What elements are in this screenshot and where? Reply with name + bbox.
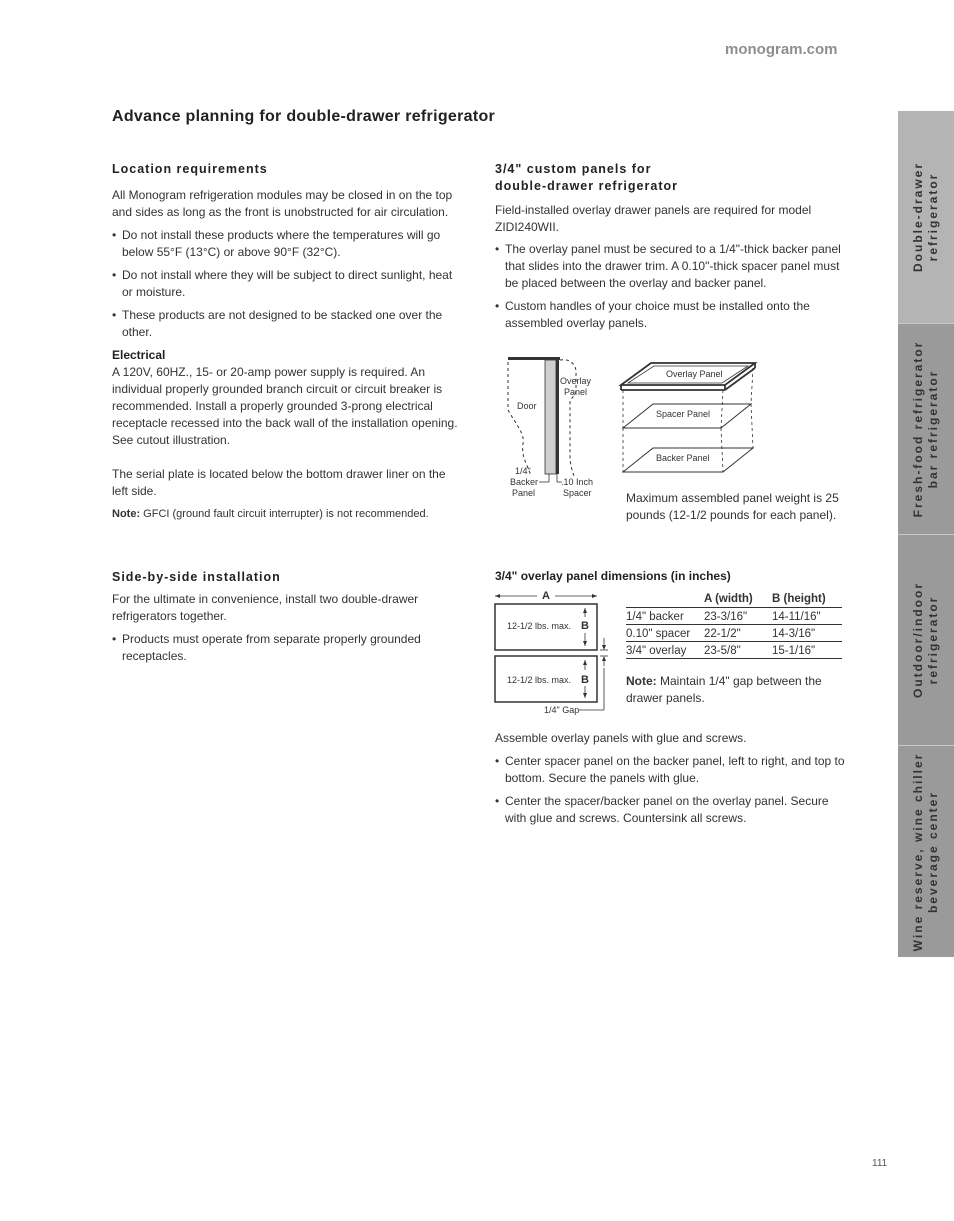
side-by-side-section (112, 569, 452, 671)
assembly-bullets (495, 753, 845, 827)
table-header-cell: A (width) (704, 591, 772, 608)
location-bullet: • Do not install these products where the temperatures will go below 55°F (13°C) or above 90°F (32°C). (112, 227, 462, 261)
page-number: 111 (872, 1158, 888, 1169)
table-row (626, 625, 842, 642)
tab-label-line1: Fresh-food refrigerator (911, 340, 925, 518)
side-by-side-intro: For the ultimate in convenience, install two double-drawer refrigerators together. (112, 592, 419, 623)
dimensions-table (626, 591, 842, 659)
spacer-panel-shape (556, 360, 559, 474)
section-tabs (898, 111, 954, 957)
gap-arrowhead-bottom (602, 656, 606, 661)
assembly-section (495, 730, 845, 833)
backer-panel-label: Backer Panel (656, 453, 710, 463)
panel-side-diagram (505, 352, 605, 502)
tab-label (911, 162, 941, 272)
table-cell: 3/4" overlay (626, 642, 704, 659)
gap-note (626, 673, 846, 707)
location-intro: All Monogram refrigeration modules may be closed in on the top and sides as long as the front is unobstructed for air circulation. (112, 188, 453, 219)
backer-panel-shape (545, 360, 556, 474)
table-cell: 14-3/16" (772, 625, 842, 642)
tab-label-line1: Wine reserve, wine chiller (911, 752, 925, 951)
backer-label-line1: 1/4" (515, 466, 531, 476)
top-height-label: B (581, 620, 589, 632)
spacer-label-line2: Spacer (563, 488, 592, 498)
location-bullets (112, 227, 462, 341)
gap-label: 1/4" Gap (544, 705, 580, 715)
backer-label-line3: Panel (512, 488, 536, 498)
custom-panels-heading-line1: 3/4" custom panels for (495, 162, 652, 176)
assembly-intro: Assemble overlay panels with glue and screws. (495, 731, 747, 745)
custom-panels-heading (495, 161, 845, 195)
location-heading: Location requirements (112, 162, 268, 176)
assembly-bullet: • Center the spacer/backer panel on the overlay panel. Secure with glue and screws. Countersink all screws. (495, 793, 845, 827)
panel-stack-diagram (618, 360, 758, 486)
custom-panels-bullets (495, 241, 845, 332)
tab-label (911, 582, 941, 698)
side-by-side-bullet: • Products must operate from separate properly grounded receptacles. (112, 631, 452, 665)
tab-label-line1: Outdoor/indoor (911, 582, 925, 698)
width-label: A (542, 590, 550, 602)
location-section (112, 161, 462, 529)
tab-label-line2: refrigerator (926, 595, 940, 685)
table-row (626, 608, 842, 625)
backer-label-line2: Backer (510, 477, 539, 487)
overlay-label-line2: Panel (564, 387, 588, 397)
custom-panels-bullet: • Custom handles of your choice must be installed onto the assembled overlay panels. (495, 298, 845, 332)
table-row (626, 642, 842, 659)
table-cell: 0.10" spacer (626, 625, 704, 642)
location-bullet: • Do not install where they will be subject to direct sunlight, heat or moisture. (112, 267, 462, 301)
table-header-cell (626, 591, 704, 608)
tab-outdoor-indoor[interactable] (898, 535, 954, 746)
serial-plate-text: The serial plate is located below the bottom drawer liner on the left side. (112, 467, 446, 498)
page-title: Advance planning for double-drawer refrigerator (112, 108, 496, 125)
table-cell: 23-5/8" (704, 642, 772, 659)
gfci-note (112, 506, 462, 523)
gfci-note-label: Note: (112, 508, 141, 520)
width-arrowhead-right (592, 594, 597, 598)
side-by-side-bullets (112, 631, 452, 665)
custom-panels-bullet: • The overlay panel must be secured to a 1/4"-thick backer panel that slides into the drawer trim. A 0.10"-thick spacer panel must be placed between the overlay and backer panel. (495, 241, 845, 292)
custom-panels-intro: Field-installed overlay drawer panels are required for model ZIDI240WII. (495, 203, 812, 234)
tab-label-line2: bar refrigerator (926, 369, 940, 489)
top-weight-label: 12-1/2 lbs. max. (507, 621, 572, 631)
electrical-text: A 120V, 60HZ., 15- or 20-amp power supply is required. An individual properly grounded branch circuit or circuit breaker is recommended. Install a properly grounded 3-prong electrical receptacle recessed into the back wall of the installation opening. See cutout illustration. (112, 365, 458, 447)
width-arrowhead-left (495, 594, 500, 598)
guide-line (751, 368, 753, 404)
side-by-side-heading: Side-by-side installation (112, 570, 281, 584)
spacer-label-line1: .10 Inch (561, 477, 594, 487)
site-url[interactable]: monogram.com (725, 41, 838, 58)
gap-note-text: Maintain 1/4" gap between the drawer panels. (626, 674, 822, 705)
dimensions-caption: 3/4" overlay panel dimensions (in inches) (495, 569, 731, 583)
custom-panels-heading-line2: double-drawer refrigerator (495, 179, 678, 193)
tab-label (911, 341, 941, 518)
tab-label-line2: refrigerator (926, 172, 940, 262)
dimension-diagram (492, 586, 617, 718)
bottom-weight-label: 12-1/2 lbs. max. (507, 675, 572, 685)
gap-note-label: Note: (626, 674, 657, 688)
gap-arrowhead-top (602, 645, 606, 650)
top-trim (508, 357, 560, 360)
tab-fresh-food[interactable] (898, 324, 954, 535)
assembly-bullet: • Center spacer panel on the backer panel, left to right, and top to bottom. Secure the panels with glue. (495, 753, 845, 787)
tab-wine-reserve[interactable] (898, 746, 954, 957)
table-cell: 14-11/16" (772, 608, 842, 625)
tab-label-line1: Double-drawer (911, 161, 925, 273)
weight-note: Maximum assembled panel weight is 25 pounds (12-1/2 pounds for each panel). (626, 491, 839, 522)
table-cell: 1/4" backer (626, 608, 704, 625)
location-bullet: • These products are not designed to be stacked one over the other. (112, 307, 462, 341)
gfci-note-text: GFCI (ground fault circuit interrupter) is not recommended. (143, 508, 429, 520)
door-label: Door (517, 401, 537, 411)
table-cell: 22-1/2" (704, 625, 772, 642)
tab-label (911, 752, 941, 951)
bottom-height-label: B (581, 674, 589, 686)
overlay-label-line1: Overlay (560, 376, 592, 386)
guide-line (751, 404, 753, 448)
tab-double-drawer[interactable] (898, 111, 954, 324)
table-cell: 15-1/16" (772, 642, 842, 659)
overlay-panel-label: Overlay Panel (666, 369, 723, 379)
custom-panels-section (495, 161, 845, 338)
electrical-heading: Electrical (112, 348, 166, 362)
table-header-row (626, 591, 842, 608)
table-cell: 23-3/16" (704, 608, 772, 625)
spacer-panel-label: Spacer Panel (656, 409, 711, 419)
table-header-cell: B (height) (772, 591, 842, 608)
tab-label-line2: beverage center (926, 790, 940, 913)
